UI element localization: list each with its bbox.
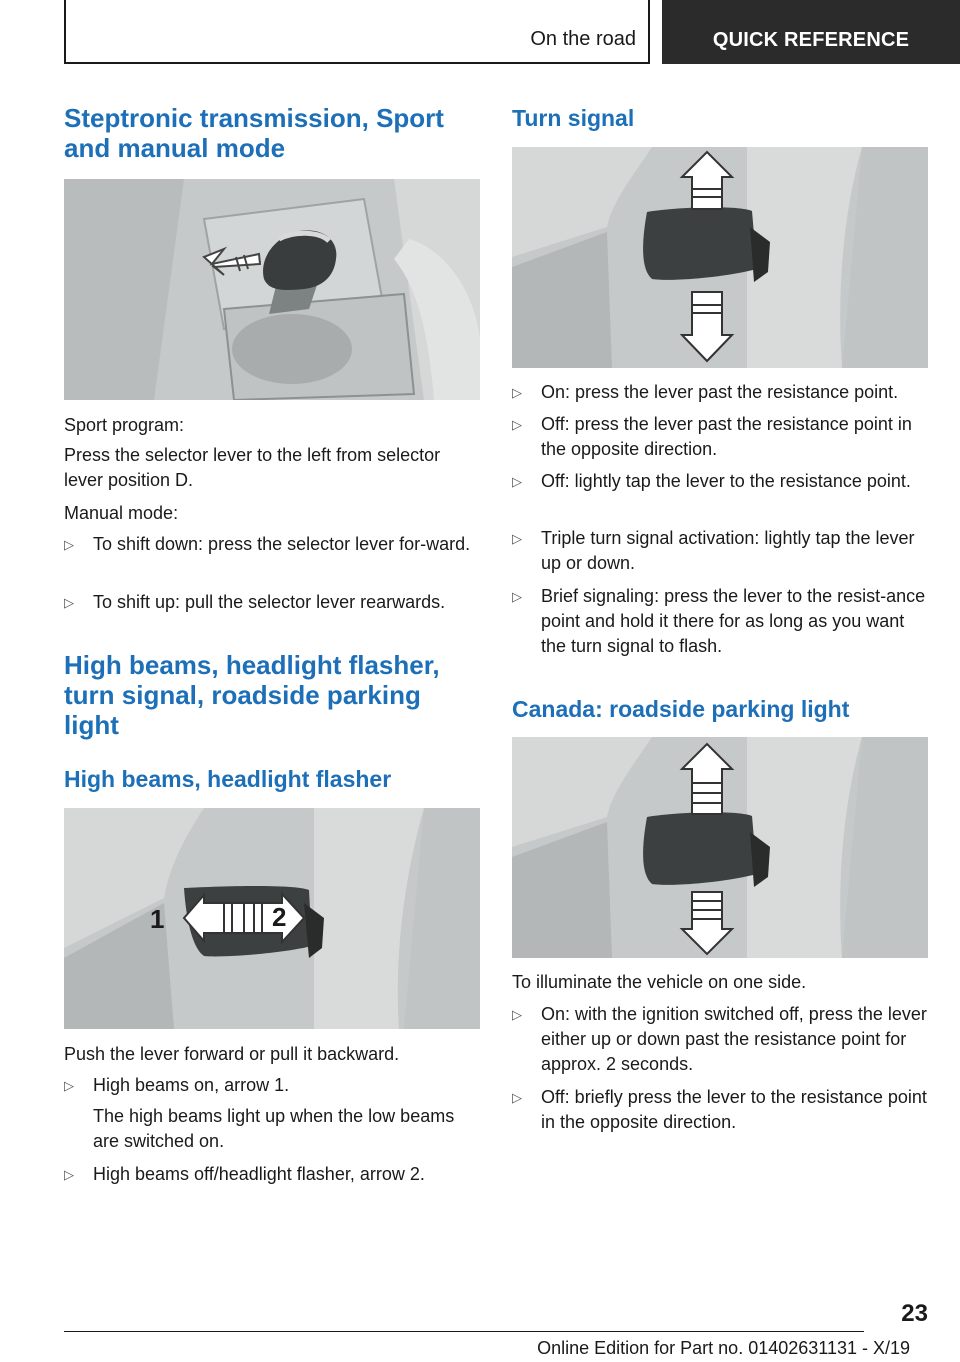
list-item-text: High beams on, arrow 1. <box>93 1075 290 1095</box>
list-item-text: Brief signaling: press the lever to the resist-ance point and hold it there for as long as you want the turn signal to flash. <box>541 586 926 656</box>
list-item-text: Triple turn signal activation: lightly tap the lever up or down. <box>541 528 915 573</box>
list-item-text: Off: briefly press the lever to the resistance point in the opposite direction. <box>541 1087 927 1132</box>
header-rule-bottom <box>64 62 650 64</box>
canada-intro: To illuminate the vehicle on one side. <box>512 972 807 992</box>
arrow-label-1: 1 <box>150 904 165 934</box>
figure-turn-signal-lever <box>512 147 928 368</box>
list-item-text: Off: lightly tap the lever to the resistance point. <box>541 471 911 491</box>
list-item <box>512 1085 928 1135</box>
triangle-right-outline-icon: ▷ <box>64 1167 74 1182</box>
figure-parking-light-lever <box>512 737 928 958</box>
triangle-right-outline-icon: ▷ <box>512 417 522 432</box>
header-section-title: On the road <box>530 28 636 50</box>
list-item-text: Off: press the lever past the resistance point in the opposite direction. <box>541 414 912 459</box>
sport-label: Sport program: <box>64 415 185 435</box>
list-item-text: On: with the ignition switched off, press the lever either up or down past the resistance point for approx. 2 seconds. <box>541 1004 927 1074</box>
list-item-text: To shift down: press the selector lever for-ward. <box>93 534 471 554</box>
footer-edition: Online Edition for Part no. 01402631131 - X/19 <box>537 1338 910 1358</box>
header-quick-reference-tab[interactable] <box>662 0 960 64</box>
heading-turn-signal: Turn signal <box>512 105 635 131</box>
triangle-right-outline-icon: ▷ <box>64 595 74 610</box>
list-item <box>512 1002 928 1077</box>
triangle-right-outline-icon: ▷ <box>512 531 522 546</box>
triangle-right-outline-icon: ▷ <box>64 1078 74 1093</box>
footer-rule <box>64 1331 864 1332</box>
list-item <box>512 412 928 462</box>
triangle-right-outline-icon: ▷ <box>512 385 522 400</box>
triangle-right-outline-icon: ▷ <box>64 537 74 552</box>
heading-canada-parking-light: Canada: roadside parking light <box>512 696 850 722</box>
list-item <box>64 1162 480 1187</box>
header-rule-left <box>64 0 66 64</box>
list-item-text: High beams off/headlight flasher, arrow 2. <box>93 1164 425 1184</box>
high-beams-note: The high beams light up when the low beams are switched on. <box>93 1106 455 1151</box>
list-item <box>512 469 928 494</box>
figure-gear-selector <box>64 179 480 400</box>
list-item-text: On: press the lever past the resistance point. <box>541 382 899 402</box>
heading-high-beams-section: High beams, headlight flasher, turn signal, roadside parking light <box>64 650 440 740</box>
triangle-right-outline-icon: ▷ <box>512 1090 522 1105</box>
triangle-right-outline-icon: ▷ <box>512 589 522 604</box>
arrow-label-2: 2 <box>272 902 287 932</box>
list-item <box>512 380 932 405</box>
list-item <box>512 584 932 659</box>
list-item <box>64 1073 480 1098</box>
triangle-right-outline-icon: ▷ <box>512 1007 522 1022</box>
push-text: Push the lever forward or pull it backward. <box>64 1044 400 1064</box>
figure-high-beam-lever <box>64 808 480 1029</box>
list-item-text: To shift up: pull the selector lever rearwards. <box>93 592 446 612</box>
page-number: 23 <box>901 1300 928 1327</box>
list-item <box>512 526 928 576</box>
sport-text: Press the selector lever to the left from selector lever position D. <box>64 445 441 490</box>
list-item <box>64 532 480 557</box>
list-item <box>64 590 480 615</box>
header-rule-right <box>648 0 650 64</box>
header-tab-label: QUICK REFERENCE <box>712 29 910 51</box>
subheading-high-beams: High beams, headlight flasher <box>64 766 392 792</box>
heading-steptronic: Steptronic transmission, Sport and manual mode <box>64 103 444 163</box>
manual-label: Manual mode: <box>64 503 179 523</box>
triangle-right-outline-icon: ▷ <box>512 474 522 489</box>
